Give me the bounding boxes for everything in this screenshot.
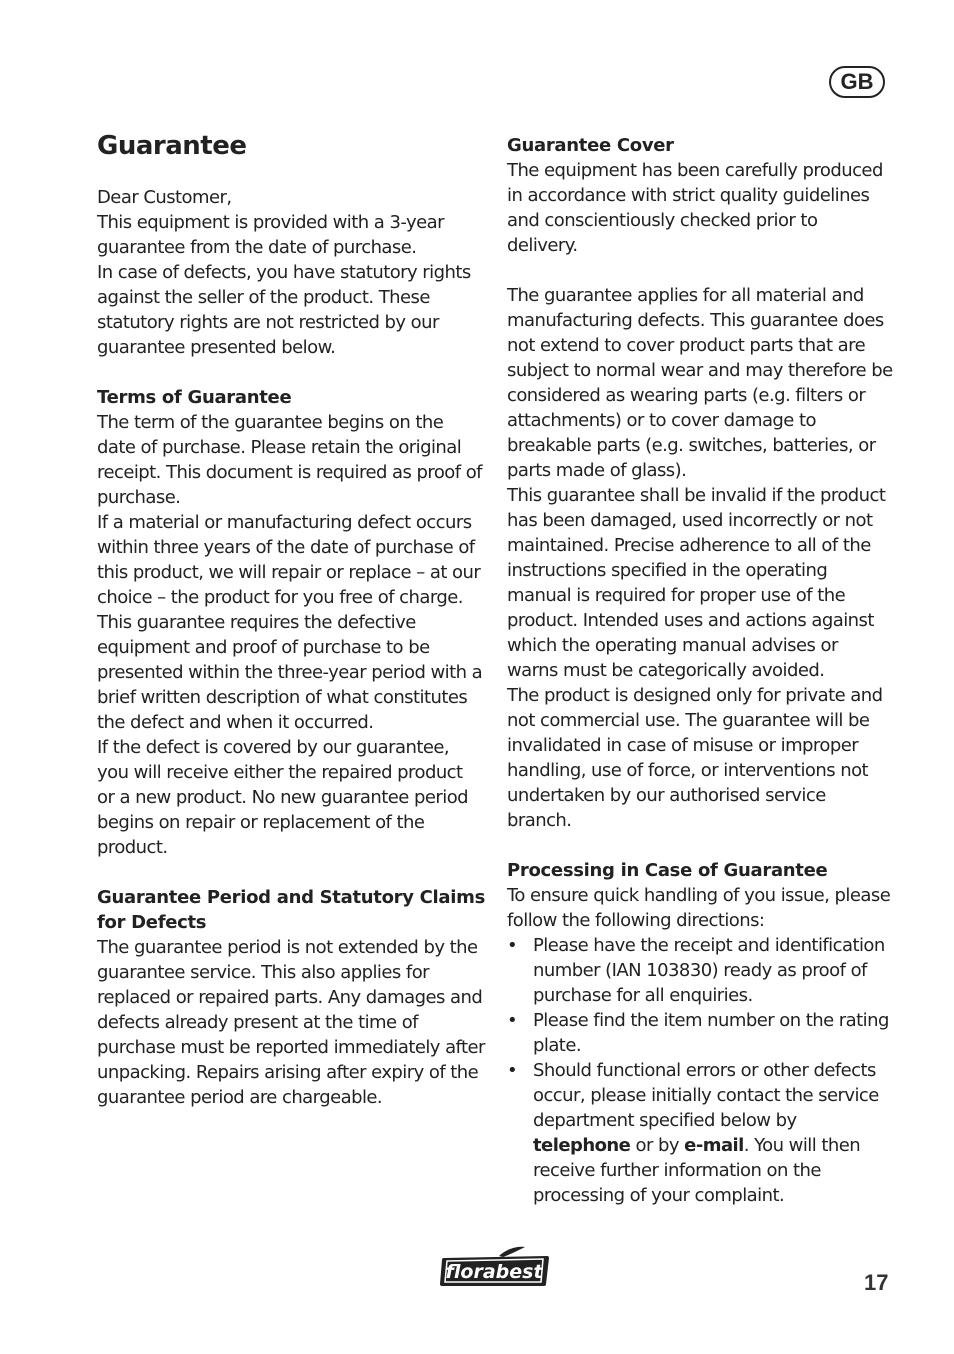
page-number: 17 [864,1270,889,1295]
period-heading: Guarantee Period and Statutory Claims for Defects [97,887,485,933]
processing-list [507,933,893,1208]
right-column [507,133,893,1208]
processing-intro: To ensure quick handling of you issue, please follow the following directions: [507,885,891,931]
telephone-emphasis: telephone [533,1135,631,1156]
bullet-icon: • [507,1010,518,1031]
terms-paragraph: If the defect is covered by our guarantee, you will receive either the repaired product or a new product. No new guarantee period begins on repair or replacement of the product. [97,737,469,858]
cover-intro: The equipment has been carefully produced in accordance with strict quality guidelines and conscientiously checked prior to delivery. [507,160,883,256]
cover-paragraph: This guarantee shall be invalid if the product has been damaged, used incorrectly or not maintained. Precise adherence to all of the instructions specified in the operating manual is required for proper use of the product. Intended uses and actions against which the operating manual advises or warns must be categorically avoided. [507,485,886,681]
period-paragraph: The guarantee period is not extended by the guarantee service. This also applies for replaced or repaired parts. Any damages and defects already present at the time of purchase must be reported immediately after unpacking. Repairs arising after expiry of the guarantee period are chargeable. [97,937,485,1108]
terms-paragraph: If a material or manufacturing defect occurs within three years of the date of purchase of this product, we will repair or replace – at our choice – the product for you free of charge. This guarantee requires the defective equipment and proof of purchase to be presented within the three-year period with a brief written description of what constitutes the defect and when it occurred. [97,512,483,733]
cover-paragraph: The product is designed only for private and not commercial use. The guarantee will be invalidated in case of misuse or improper handling, use of force, or interventions not undertaken by our authorised service branch. [507,685,883,831]
bullet-icon: • [507,935,518,956]
intro-salutation: Dear Customer, [97,187,232,208]
list-item [507,1008,893,1058]
processing-heading: Processing in Case of Guarantee [507,860,828,881]
logo-text: florabest [445,1261,543,1283]
list-item-text: Should functional errors or other defects occur, please initially contact the service department specified below by telephone or by e-mail. You will then receive further information on the processing of your complaint. [533,1060,879,1206]
email-emphasis: e-mail [684,1135,744,1156]
terms-heading: Terms of Guarantee [97,387,292,408]
florabest-logo [439,1246,551,1288]
list-item [507,1058,893,1208]
list-item [507,933,893,1008]
language-badge: GB [829,66,885,98]
bullet-icon: • [507,1060,518,1081]
page-title: Guarantee [97,131,247,161]
list-item-text: Please find the item number on the rating plate. [533,1010,889,1056]
left-column [97,131,485,1110]
cover-heading: Guarantee Cover [507,135,674,156]
cover-paragraph: The guarantee applies for all material and manufacturing defects. This guarantee does not extend to cover product parts that are subject to normal wear and may therefore be considered as wearing parts (e.g. filters or attachments) or to cover damage to breakable parts (e.g. switches, batteries, or parts made of glass). [507,285,893,481]
intro-paragraph: In case of defects, you have statutory rights against the seller of the product. These statutory rights are not restricted by our guarantee presented below. [97,262,471,358]
intro-paragraph: This equipment is provided with a 3-year guarantee from the date of purchase. [97,212,444,258]
terms-paragraph: The term of the guarantee begins on the date of purchase. Please retain the original receipt. This document is required as proof of purchase. [97,412,482,508]
list-item-text: Please have the receipt and identification number (IAN 103830) ready as proof of purchase for all enquiries. [533,935,885,1006]
